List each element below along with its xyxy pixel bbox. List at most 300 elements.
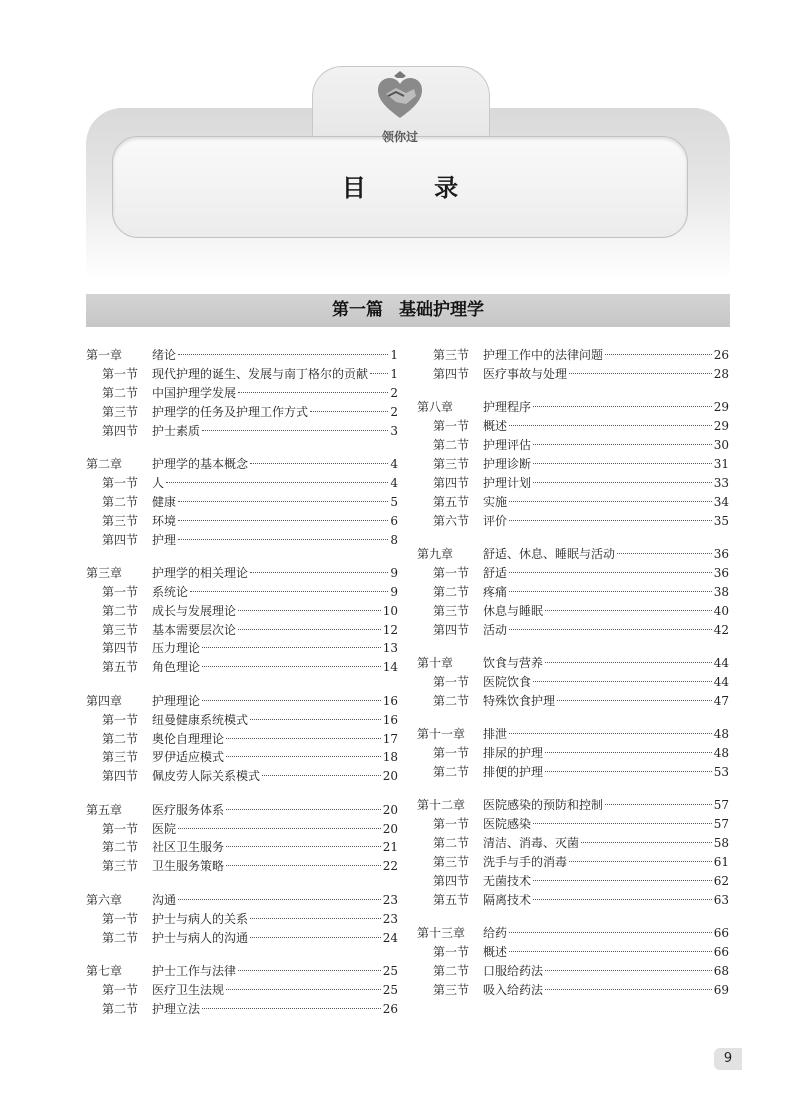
toc-section-row[interactable]	[417, 564, 729, 583]
toc-section-row-title: 吸入给药法	[483, 982, 544, 997]
toc-section-row-title: 人	[152, 475, 165, 490]
toc-chapter-row[interactable]	[86, 455, 398, 474]
toc-section-row[interactable]	[417, 962, 729, 981]
handshake-nurse-logo-icon	[376, 66, 424, 120]
toc-section-row-page: 47	[713, 693, 729, 708]
toc-section-row-title: 医疗事故与处理	[483, 366, 568, 381]
toc-section-row-title: 系统论	[152, 584, 189, 599]
dot-leader	[605, 354, 712, 355]
toc-section-row[interactable]	[417, 455, 729, 474]
toc-chapter-row-title: 饮食与营养	[483, 655, 544, 670]
toc-chapter	[86, 346, 398, 440]
toc-chapter-row-page: 66	[713, 926, 729, 941]
dot-leader	[250, 572, 388, 573]
toc-section-row-page: 20	[382, 769, 398, 784]
toc-section-row-number: 第二节	[102, 840, 139, 855]
toc-section-row-title: 压力理论	[152, 641, 201, 656]
toc-section-row-title: 清洁、消毒、灭菌	[483, 836, 580, 851]
toc-section-row-number: 第三节	[102, 622, 139, 637]
toc-section-row-page: 29	[713, 419, 729, 434]
toc-chapter-row[interactable]	[86, 962, 398, 981]
toc-section-row-number: 第三节	[433, 854, 470, 869]
dot-leader	[617, 553, 712, 554]
toc-chapter	[86, 455, 398, 549]
part-banner	[86, 294, 730, 327]
toc-section-row-title: 护理学的任务及护理工作方式	[152, 404, 309, 419]
toc-section-row-title: 卫生服务策略	[152, 859, 225, 874]
toc-section-row-number: 第二节	[102, 930, 139, 945]
dot-leader	[545, 989, 712, 990]
toc-section-row-title: 护理评估	[483, 438, 532, 453]
toc-chapter-row-title: 沟通	[152, 892, 177, 907]
dot-leader	[370, 373, 388, 374]
toc-section-row-number: 第六节	[433, 513, 470, 528]
toc-chapter-row-title: 护理学的基本概念	[152, 456, 249, 471]
toc-chapter-row-title: 舒适、休息、睡眠与活动	[483, 547, 616, 562]
part-number: 第一篇	[332, 300, 383, 320]
toc-section-row[interactable]	[417, 512, 729, 531]
toc-section-row-title: 成长与发展理论	[152, 603, 237, 618]
toc-chapter-row[interactable]	[86, 346, 398, 365]
dot-leader	[226, 809, 381, 810]
toc-chapter-row[interactable]	[86, 801, 398, 820]
dot-leader	[178, 828, 381, 829]
toc-chapter-row-title: 护理理论	[152, 693, 201, 708]
dot-leader	[533, 899, 712, 900]
dot-leader	[581, 842, 712, 843]
dot-leader	[509, 951, 712, 952]
toc-section-row-page: 23	[382, 911, 398, 926]
toc-section-row[interactable]	[86, 639, 398, 658]
toc-section-row-page: 10	[382, 603, 398, 618]
dot-leader	[250, 937, 381, 938]
toc-section-row-number: 第二节	[433, 693, 470, 708]
page-number: 9	[714, 1048, 742, 1070]
dot-leader	[533, 406, 712, 407]
dot-leader	[202, 1008, 381, 1009]
toc-chapter-row-title: 医疗服务体系	[152, 802, 225, 817]
toc-section-row-number: 第一节	[433, 945, 470, 960]
toc-section-row-title: 医院	[152, 821, 177, 836]
toc-section-row-number: 第三节	[102, 404, 139, 419]
toc-section-row[interactable]	[86, 493, 398, 512]
toc-chapter-row-title: 护理程序	[483, 400, 532, 415]
toc-section-row-number: 第一节	[433, 419, 470, 434]
dot-leader	[226, 865, 381, 866]
toc-section-row-title: 评价	[483, 513, 508, 528]
toc-chapter-row-page: 4	[390, 456, 398, 471]
toc-section-row[interactable]	[86, 981, 398, 1000]
toc-chapter-row-number: 第十三章	[417, 926, 466, 941]
toc-section-row-number: 第四节	[433, 622, 470, 637]
toc-chapter-row-title: 给药	[483, 926, 508, 941]
toc-section-row-number: 第一节	[102, 821, 139, 836]
toc-section-row-page: 69	[713, 982, 729, 997]
toc-section-row-page: 48	[713, 746, 729, 761]
toc-section-row-number: 第三节	[433, 603, 470, 618]
toc-section-row-title: 护理诊断	[483, 456, 532, 471]
toc-section-row-number: 第一节	[433, 565, 470, 580]
toc-chapter-row-page: 25	[382, 963, 398, 978]
dot-leader	[509, 520, 712, 521]
toc-section-row-title: 医疗卫生法规	[152, 982, 225, 997]
toc-section-row-page: 17	[382, 731, 398, 746]
toc-section-row-page: 35	[713, 513, 729, 528]
toc-section-row-title: 洗手与手的消毒	[483, 854, 568, 869]
toc-section-row-number: 第四节	[102, 423, 139, 438]
toc-chapter-row-title: 排泄	[483, 727, 508, 742]
dot-leader	[226, 738, 381, 739]
toc-section-row-page: 28	[713, 366, 729, 381]
toc-section-row-title: 排便的护理	[483, 764, 544, 779]
toc-section-row-number: 第二节	[102, 1001, 139, 1016]
toc-section-row-title: 无菌技术	[483, 873, 532, 888]
dot-leader	[262, 775, 381, 776]
dot-leader	[202, 647, 381, 648]
toc-section-row[interactable]	[86, 929, 398, 948]
toc-section-row-title: 医院感染	[483, 817, 532, 832]
toc-chapter-row-number: 第二章	[86, 456, 123, 471]
toc-section-row-number: 第二节	[102, 603, 139, 618]
toc-chapter-row-page: 29	[713, 400, 729, 415]
toc-section-row-number: 第二节	[433, 438, 470, 453]
toc-chapter	[417, 796, 729, 909]
toc-chapter-row-number: 第八章	[417, 400, 454, 415]
toc-section-row[interactable]	[417, 872, 729, 891]
toc-chapter	[86, 891, 398, 948]
toc-chapter-row[interactable]	[417, 545, 729, 564]
toc-chapter-row-number: 第十二章	[417, 798, 466, 813]
toc-section-row[interactable]	[86, 910, 398, 929]
toc-section-row[interactable]	[86, 474, 398, 493]
dot-leader	[605, 804, 712, 805]
toc-section-row[interactable]	[417, 583, 729, 602]
toc-section-row-title: 中国护理学发展	[152, 385, 237, 400]
dot-leader	[178, 501, 388, 502]
toc-section-row-title: 护士与病人的沟通	[152, 930, 249, 945]
toc-section-row-title: 概述	[483, 419, 508, 434]
toc-section-row-page: 61	[713, 854, 729, 869]
toc-chapter-row-number: 第十章	[417, 655, 454, 670]
toc-chapter	[417, 398, 729, 530]
toc-section-row-title: 口服给药法	[483, 963, 544, 978]
dot-leader	[202, 666, 381, 667]
toc-section-row-page: 6	[390, 513, 398, 528]
toc-section-row-page: 4	[390, 475, 398, 490]
toc-section-row-number: 第五节	[102, 660, 139, 675]
toc-section-row[interactable]	[417, 417, 729, 436]
dot-leader	[238, 970, 381, 971]
toc-section-row[interactable]	[417, 981, 729, 1000]
toc-section-row[interactable]	[86, 748, 398, 767]
dot-leader	[166, 482, 388, 483]
toc-chapter-row-number: 第三章	[86, 565, 123, 580]
toc-section-row-page: 36	[713, 565, 729, 580]
toc-section-row-number: 第二节	[102, 494, 139, 509]
toc-section-row-page: 53	[713, 764, 729, 779]
dot-leader	[569, 861, 712, 862]
dot-leader	[178, 520, 388, 521]
toc-section-row-number: 第一节	[102, 982, 139, 997]
toc-section-row-page: 63	[713, 892, 729, 907]
toc-section-row[interactable]	[86, 1000, 398, 1019]
toc-section-row-title: 舒适	[483, 565, 508, 580]
toc-section-row[interactable]	[417, 436, 729, 455]
dot-leader	[250, 463, 388, 464]
dot-leader	[178, 899, 381, 900]
toc-section-row[interactable]	[417, 853, 729, 872]
toc-section-row-number: 第二节	[433, 764, 470, 779]
toc-section-row-title: 社区卫生服务	[152, 840, 225, 855]
toc-section-row-number: 第一节	[102, 911, 139, 926]
toc-section-row[interactable]	[417, 673, 729, 692]
toc-chapter-row-page: 44	[713, 655, 729, 670]
toc-chapter-row-page: 48	[713, 727, 729, 742]
toc-section-row-page: 21	[382, 840, 398, 855]
toc-chapter-row[interactable]	[417, 924, 729, 943]
toc-section-row[interactable]	[86, 422, 398, 441]
dot-leader	[226, 846, 381, 847]
dot-leader	[545, 662, 712, 663]
toc-chapter-row[interactable]	[417, 654, 729, 673]
toc-chapter-row-number: 第五章	[86, 802, 123, 817]
dot-leader	[509, 572, 712, 573]
toc-section-row[interactable]	[417, 815, 729, 834]
toc-section-row-title: 罗伊适应模式	[152, 750, 225, 765]
toc-section-row-number: 第三节	[102, 513, 139, 528]
dot-leader	[509, 733, 712, 734]
toc-chapter-row[interactable]	[86, 692, 398, 711]
toc-chapter-row-number: 第四章	[86, 693, 123, 708]
toc-section-row-title: 排尿的护理	[483, 746, 544, 761]
toc-section-row-title: 奥伦自理理论	[152, 731, 225, 746]
toc-section-row-page: 12	[382, 622, 398, 637]
toc-chapter	[86, 962, 398, 1019]
toc-chapter	[86, 564, 398, 677]
toc-section-row-title: 特殊饮食护理	[483, 693, 556, 708]
toc-section-row-title: 现代护理的诞生、发展与南丁格尔的贡献	[152, 366, 369, 381]
toc-section-row-number: 第四节	[433, 475, 470, 490]
dot-leader	[533, 823, 712, 824]
toc-section-row-number: 第三节	[102, 750, 139, 765]
toc-section-row[interactable]	[86, 658, 398, 677]
toc-section-row-page: 8	[390, 532, 398, 547]
toc-section-row[interactable]	[86, 531, 398, 550]
toc-section-row-page: 14	[382, 660, 398, 675]
toc-section-row[interactable]	[86, 365, 398, 384]
dot-leader	[178, 354, 388, 355]
toc-section-row-number: 第三节	[102, 859, 139, 874]
toc-chapter-row-title: 护士工作与法律	[152, 963, 237, 978]
dot-leader	[533, 681, 712, 682]
toc-chapter-row-page: 57	[713, 798, 729, 813]
dot-leader	[238, 610, 381, 611]
toc-section-row[interactable]	[86, 838, 398, 857]
toc-section-row[interactable]	[417, 943, 729, 962]
toc-section-row[interactable]	[86, 512, 398, 531]
toc-section-row[interactable]	[417, 692, 729, 711]
toc-chapter-row[interactable]	[86, 564, 398, 583]
toc-section-row[interactable]	[86, 384, 398, 403]
toc-section-row-number: 第三节	[433, 456, 470, 471]
toc-section-row-page: 40	[713, 603, 729, 618]
toc-chapter	[417, 924, 729, 1000]
toc-right-column	[417, 346, 729, 1014]
toc-section-row-number: 第三节	[433, 348, 470, 362]
dot-leader	[569, 373, 712, 374]
toc-chapter-row-number: 第一章	[86, 348, 123, 362]
part-name: 基础护理学	[399, 300, 484, 320]
toc-section-row-page: 38	[713, 584, 729, 599]
dot-leader	[509, 932, 712, 933]
toc-section-row[interactable]	[86, 583, 398, 602]
dot-leader	[533, 880, 712, 881]
dot-leader	[226, 756, 381, 757]
dot-leader	[509, 591, 712, 592]
toc-section-row-number: 第一节	[102, 712, 139, 727]
toc-section-row-title: 环境	[152, 513, 177, 528]
toc-section-row-number: 第五节	[433, 494, 470, 509]
page-title: 目 录	[341, 174, 489, 202]
toc-section-row[interactable]	[417, 763, 729, 782]
toc-section-row[interactable]	[86, 730, 398, 749]
dot-leader	[557, 700, 712, 701]
toc-section-row-page: 9	[390, 584, 398, 599]
toc-section-row-number: 第二节	[433, 836, 470, 851]
toc-section-row-page: 3	[390, 423, 398, 438]
toc-section-row-page: 34	[713, 494, 729, 509]
toc-section-row-number: 第一节	[433, 817, 470, 832]
toc-section-row-title: 概述	[483, 945, 508, 960]
toc-section-row[interactable]	[417, 602, 729, 621]
toc-section-row-title: 角色理论	[152, 660, 201, 675]
toc-section-row-page: 66	[713, 945, 729, 960]
toc-section-row[interactable]	[86, 820, 398, 839]
toc-chapter-row-page: 36	[713, 547, 729, 562]
toc-section-row-page: 2	[390, 385, 398, 400]
toc-section-row-number: 第二节	[102, 731, 139, 746]
toc-section-row[interactable]	[417, 365, 729, 384]
toc-section-row-number: 第四节	[433, 366, 470, 381]
toc-section-row-number: 第一节	[102, 584, 139, 599]
toc-chapter	[417, 725, 729, 782]
toc-section-row-page: 26	[713, 348, 729, 362]
toc-section-row-title: 护士与病人的关系	[152, 911, 249, 926]
toc-section-row-page: 22	[382, 859, 398, 874]
toc-section-row-title: 医院饮食	[483, 674, 532, 689]
toc-section-row[interactable]	[86, 711, 398, 730]
toc-chapter-row-page: 1	[390, 348, 398, 362]
toc-chapter	[86, 801, 398, 877]
toc-section-row-number: 第五节	[433, 892, 470, 907]
toc-section-row[interactable]	[86, 403, 398, 422]
dot-leader	[226, 989, 381, 990]
toc-section-row-page: 42	[713, 622, 729, 637]
toc-section-row[interactable]	[417, 493, 729, 512]
toc-section-row-page: 68	[713, 963, 729, 978]
dot-leader	[250, 719, 381, 720]
dot-leader	[533, 482, 712, 483]
toc-section-row-number: 第一节	[433, 674, 470, 689]
toc-section-row[interactable]	[86, 602, 398, 621]
toc-section-row-title: 实施	[483, 494, 508, 509]
dot-leader	[533, 463, 712, 464]
toc-section-row-page: 58	[713, 836, 729, 851]
toc-section-row-page: 18	[382, 750, 398, 765]
toc-section-row-page: 25	[382, 982, 398, 997]
toc-section-row-page: 44	[713, 674, 729, 689]
dot-leader	[190, 591, 388, 592]
toc-section-row-title: 护士素质	[152, 423, 201, 438]
toc-section-row-page: 1	[390, 366, 398, 381]
toc-section-row-number: 第三节	[433, 982, 470, 997]
toc-section-row-number: 第四节	[102, 532, 139, 547]
toc-chapter-row-page: 23	[382, 892, 398, 907]
toc-section-row[interactable]	[417, 891, 729, 910]
toc-section-row[interactable]	[417, 621, 729, 640]
toc-section-row-title: 基本需要层次论	[152, 622, 237, 637]
toc-section-row[interactable]	[86, 767, 398, 786]
toc-chapter-row-number: 第七章	[86, 963, 123, 978]
toc-chapter-row[interactable]	[417, 796, 729, 815]
logo-text: 领你过	[381, 130, 418, 144]
toc-section-row-number: 第二节	[102, 385, 139, 400]
toc-chapter-row-number: 第六章	[86, 892, 123, 907]
toc-section-row[interactable]	[417, 834, 729, 853]
toc-section-row-page: 31	[713, 456, 729, 471]
toc-section-row-number: 第四节	[102, 769, 139, 784]
toc-section-row-page: 30	[713, 438, 729, 453]
toc-section-row-page: 57	[713, 817, 729, 832]
toc-chapter-row[interactable]	[417, 398, 729, 417]
dot-leader	[545, 771, 712, 772]
toc-chapter-row-title: 护理学的相关理论	[152, 565, 249, 580]
toc-section-row[interactable]	[86, 621, 398, 640]
dot-leader	[202, 700, 381, 701]
toc-section-row-title: 护理	[152, 532, 177, 547]
dot-leader	[310, 411, 388, 412]
toc-section-row-page: 33	[713, 475, 729, 490]
dot-leader	[545, 610, 712, 611]
toc-section-row-number: 第二节	[433, 963, 470, 978]
toc-chapter	[417, 654, 729, 711]
toc-section-row[interactable]	[417, 474, 729, 493]
toc-section-row-page: 20	[382, 821, 398, 836]
toc-chapter-row[interactable]	[417, 725, 729, 744]
toc-section-row-title: 隔离技术	[483, 892, 532, 907]
toc-chapter-row-title: 绪论	[152, 348, 177, 362]
toc-section-row-title: 活动	[483, 622, 508, 637]
dot-leader	[509, 425, 712, 426]
toc-section-row[interactable]	[417, 744, 729, 763]
toc-section-row[interactable]	[417, 346, 729, 365]
toc-chapter	[417, 346, 729, 384]
toc-section-row-title: 佩皮劳人际关系模式	[152, 769, 261, 784]
toc-chapter-row[interactable]	[86, 891, 398, 910]
toc-section-row-number: 第一节	[102, 366, 139, 381]
toc-section-row[interactable]	[86, 857, 398, 876]
toc-section-row-page: 5	[390, 494, 398, 509]
toc-chapter-row-number: 第九章	[417, 547, 454, 562]
toc-chapter-row-title: 医院感染的预防和控制	[483, 798, 604, 813]
toc-section-row-page: 13	[382, 641, 398, 656]
toc-section-row-page: 2	[390, 404, 398, 419]
dot-leader	[238, 392, 388, 393]
toc-section-row-title: 纽曼健康系统模式	[152, 712, 249, 727]
toc-section-row-number: 第一节	[102, 475, 139, 490]
toc-chapter-row-page: 9	[390, 565, 398, 580]
dot-leader	[509, 629, 712, 630]
